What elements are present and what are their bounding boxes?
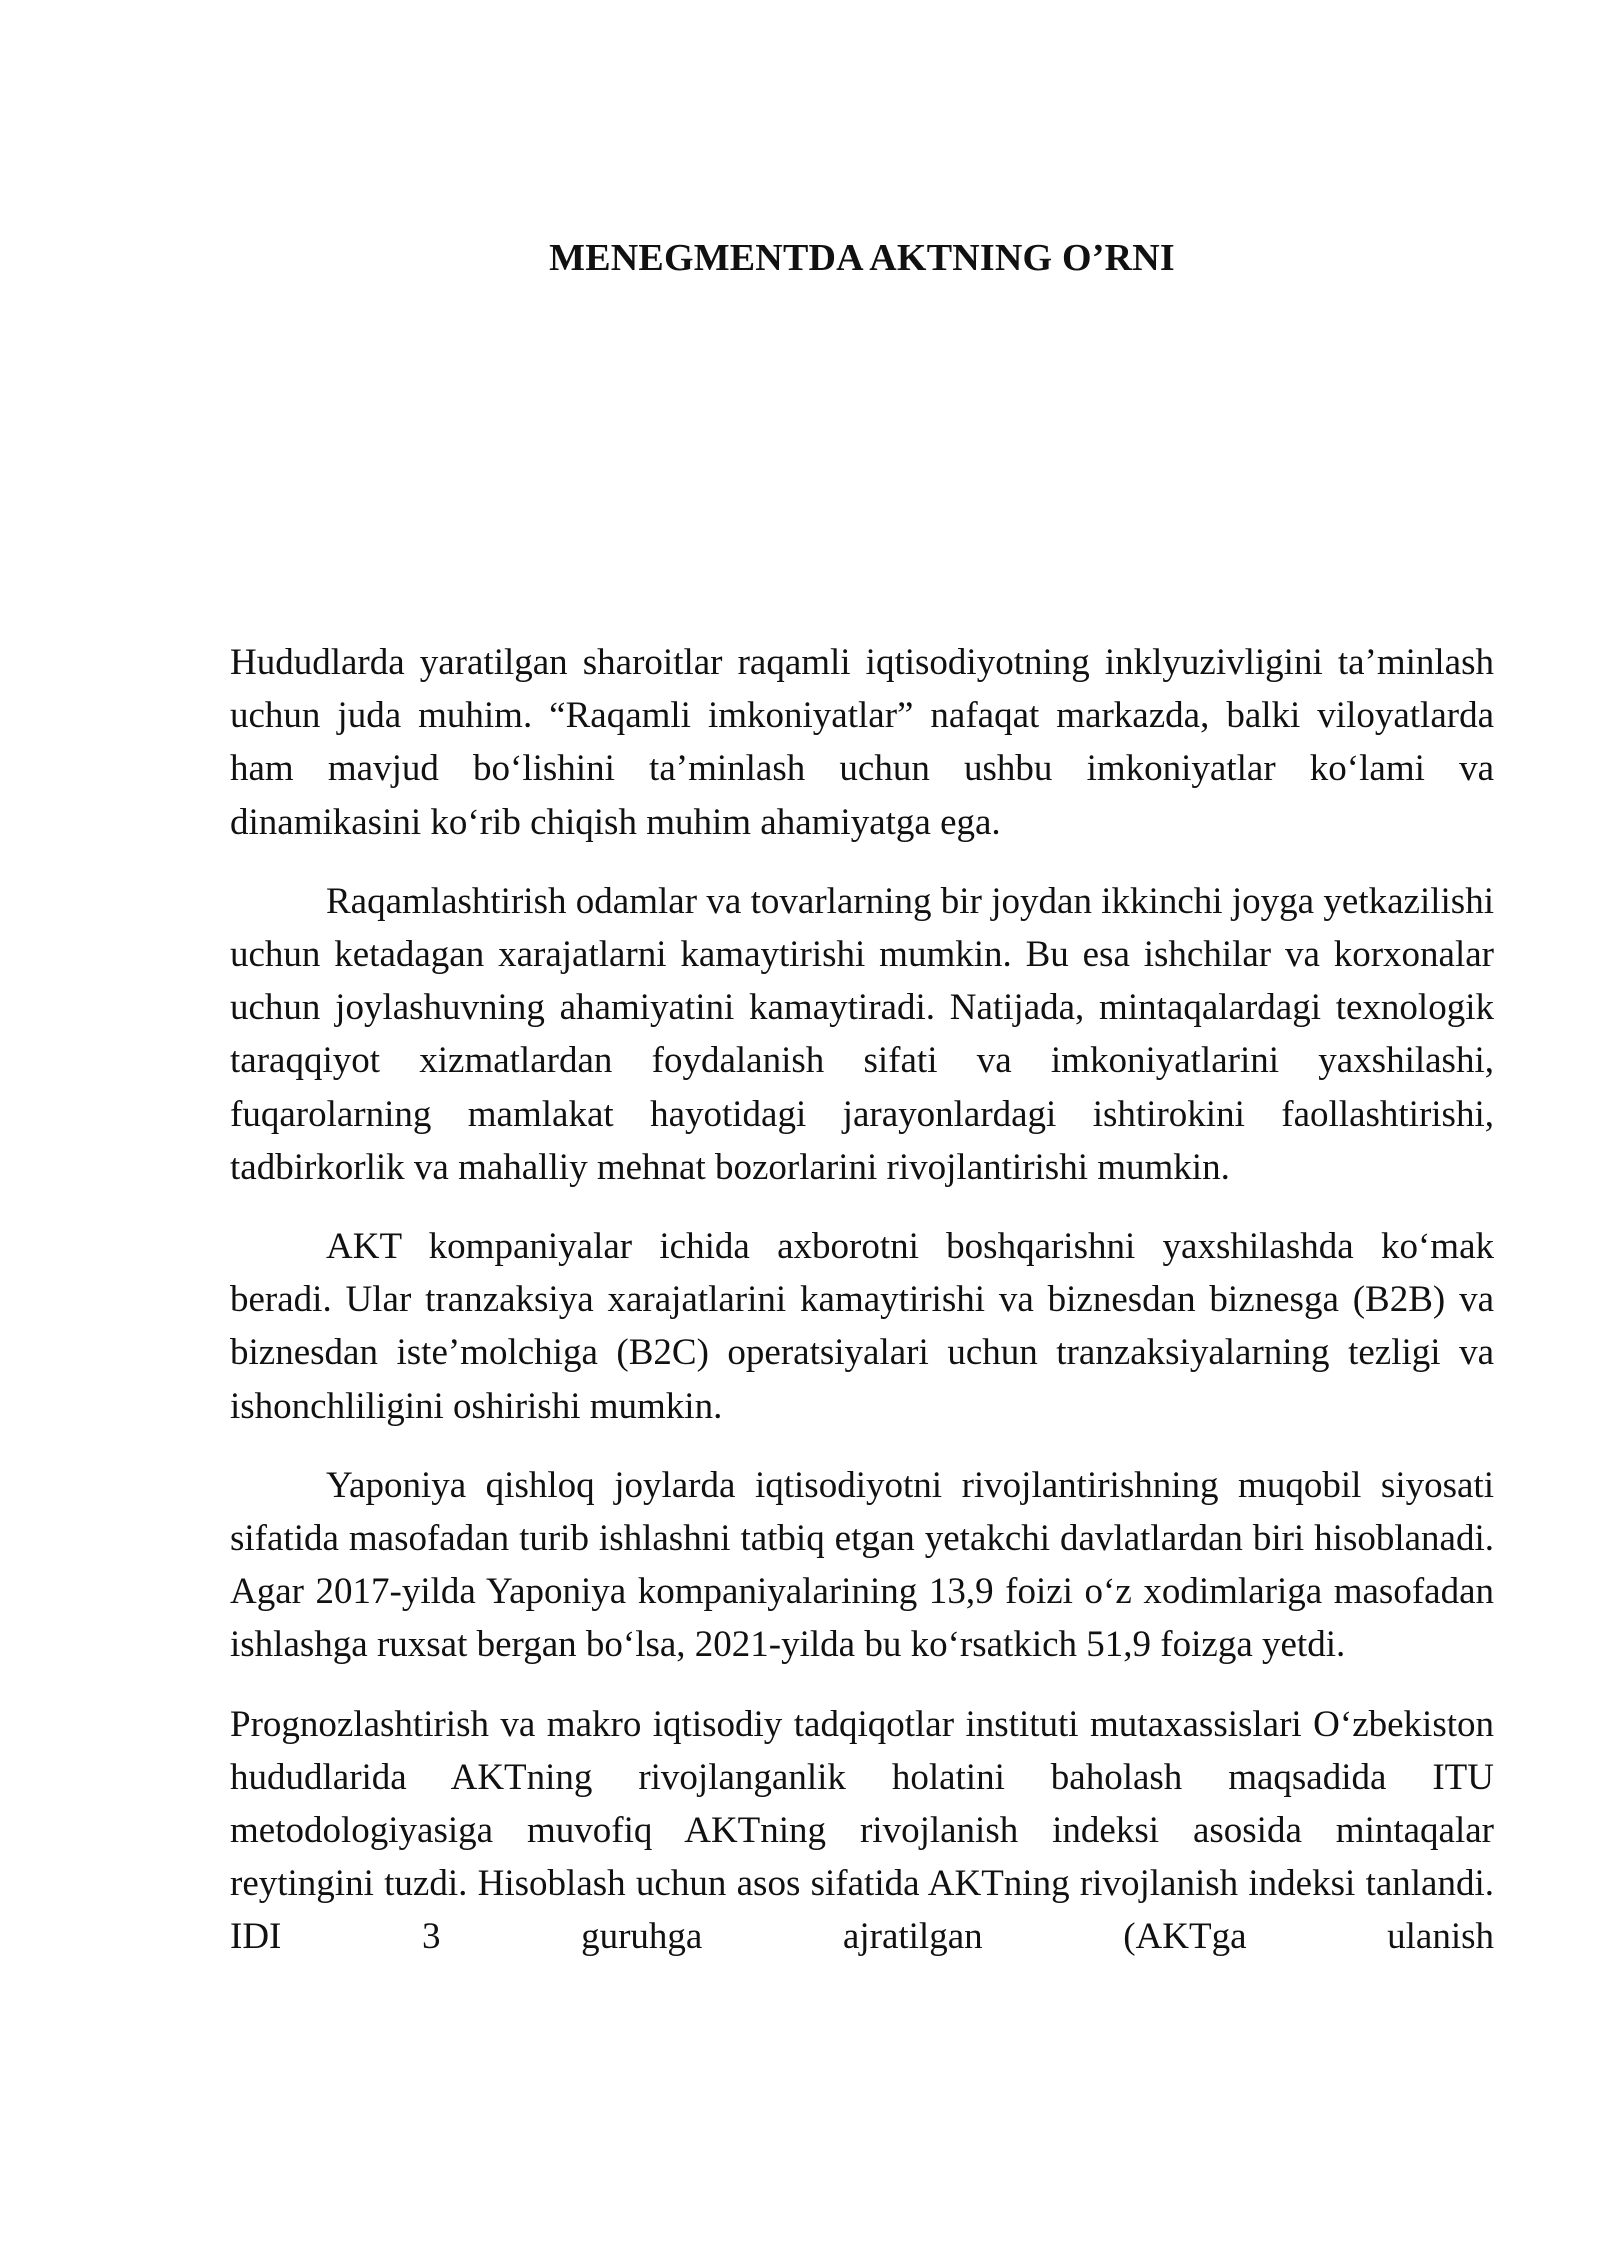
paragraph-1: Hududlarda yaratilgan sharoitlar raqamli iqtisodiyotning inklyuzivligini ta’minlash uchun juda muhim. “Raqamli imkoniyatlar” nafaqat markazda, balki viloyatlarda ham mavjud bo‘lishini ta’minlash uchun ushbu imkoniyatlar ko‘lami va dinamikasini ko‘rib chiqish muhim ahamiyatga ega.: [230, 642, 1494, 843]
paragraph-3: AKT kompaniyalar ichida axborotni boshqarishni yaxshilashda ko‘mak beradi. Ular tranzaksiya xarajatlarini kamaytirishi va biznesdan biznesga (B2B) va biznesdan iste’molchiga (B2C) operatsiyalari uchun tranzaksiyalarning tezligi va ishonchliligini oshirishi mumkin.: [230, 1226, 1494, 1427]
document-title: MENEGMENTDA AKTNING O’RNI: [549, 237, 1175, 279]
document-body: [230, 636, 1494, 1964]
paragraph-2: Raqamlashtirish odamlar va tovarlarning bir joydan ikkinchi joyga yetkazilishi uchun ketadagan xarajatlarni kamaytirishi mumkin. Bu esa ishchilar va korxonalar uchun joylashuvning ahamiyatini kamaytiradi. Natijada, mintaqalardagi texnologik taraqqiyot xizmatlardan foydalanish sifati va imkoniyatlarini yaxshilashi, fuqarolarning mamlakat hayotidagi jarayonlardagi ishtirokini faollashtirishi, tadbirkorlik va mahalliy mehnat bozorlarini rivojlantirishi mumkin.: [230, 880, 1494, 1188]
paragraph-5: Prognozlashtirish va makro iqtisodiy tadqiqotlar instituti mutaxassislari O‘zbekiston hududlarida AKTning rivojlanganlik holatini baholash maqsadida ITU metodologiyasiga muvofiq AKTning rivojlanish indeksi asosida mintaqalar reytingini tuzdi. Hisoblash uchun asos sifatida AKTning rivojlanish indeksi tanlandi. IDI 3 guruhga ajratilgan (AKTga ulanish: [230, 1703, 1494, 1958]
paragraph-4: Yaponiya qishloq joylarda iqtisodiyotni rivojlantirishning muqobil siyosati sifatida masofadan turib ishlashni tatbiq etgan yetakchi davlatlardan biri hisoblanadi. Agar 2017-yilda Yaponiya kompaniyalarining 13,9 foizi o‘z xodimlariga masofadan ishlashga ruxsat bergan bo‘lsa, 2021-yilda bu ko‘rsatkich 51,9 foizga yetdi.: [230, 1464, 1494, 1666]
